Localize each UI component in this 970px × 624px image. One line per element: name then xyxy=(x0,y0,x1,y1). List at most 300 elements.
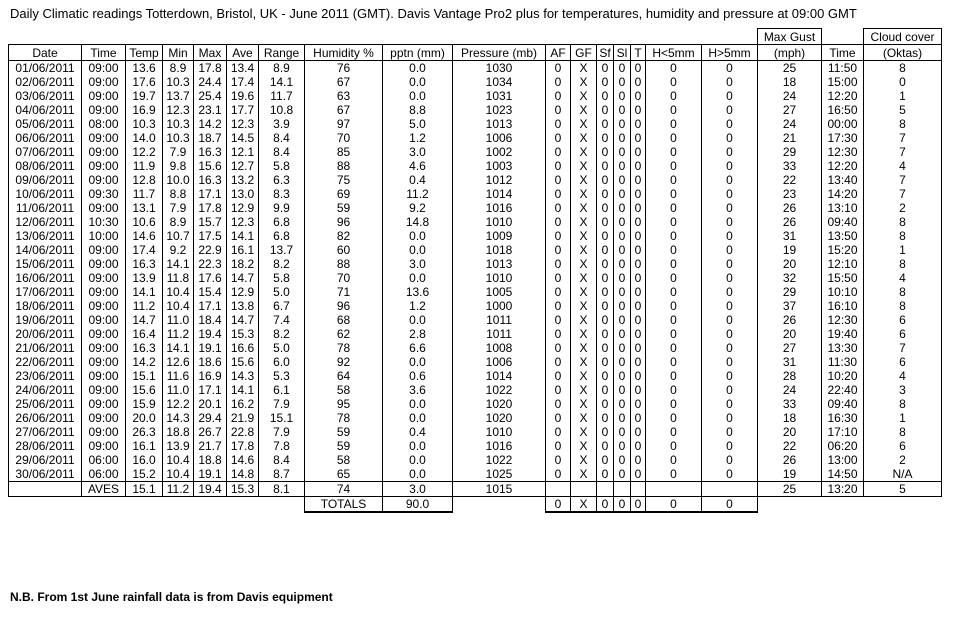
averages-cell xyxy=(702,482,758,497)
table-cell: 0 xyxy=(597,89,614,103)
table-cell: X xyxy=(571,145,597,159)
table-cell: 25/06/2011 xyxy=(9,397,82,411)
table-cell: 24 xyxy=(758,383,822,397)
table-cell: 12.2 xyxy=(126,145,163,159)
table-cell: X xyxy=(571,201,597,215)
table-cell: 0 xyxy=(646,425,702,439)
table-cell: 60 xyxy=(305,243,383,257)
table-cell: 0 xyxy=(614,145,631,159)
table-cell: 1012 xyxy=(453,173,546,187)
table-cell: N/A xyxy=(864,467,942,482)
table-cell: 88 xyxy=(305,257,383,271)
table-cell: 1010 xyxy=(453,215,546,229)
table-cell: 00:00 xyxy=(822,117,864,131)
table-cell: 10.7 xyxy=(163,229,194,243)
table-cell: 0 xyxy=(702,173,758,187)
table-cell: 24.4 xyxy=(194,75,227,89)
table-cell: 64 xyxy=(305,369,383,383)
table-cell: 0 xyxy=(702,285,758,299)
table-cell: 0 xyxy=(597,299,614,313)
column-header: Time xyxy=(822,45,864,61)
table-cell: 3 xyxy=(864,383,942,397)
cloud-cover-header: Cloud cover xyxy=(864,29,942,45)
table-cell: 78 xyxy=(305,341,383,355)
table-cell: 0 xyxy=(546,425,571,439)
table-cell: 10.0 xyxy=(163,173,194,187)
table-cell: 1013 xyxy=(453,257,546,271)
column-header: Range xyxy=(259,45,305,61)
table-cell: 13.0 xyxy=(227,187,259,201)
table-cell: 0 xyxy=(614,187,631,201)
table-row xyxy=(9,229,942,243)
averages-cell xyxy=(614,482,631,497)
table-cell: 29/06/2011 xyxy=(9,453,82,467)
table-cell: 0 xyxy=(702,201,758,215)
table-cell: 85 xyxy=(305,145,383,159)
table-cell: 10.4 xyxy=(163,299,194,313)
table-cell: 6.0 xyxy=(259,355,305,369)
table-cell: 17.6 xyxy=(126,75,163,89)
table-row xyxy=(9,439,942,453)
table-footer xyxy=(9,482,942,513)
table-cell: 0 xyxy=(546,61,571,76)
table-cell: 13.7 xyxy=(259,243,305,257)
table-cell: 0 xyxy=(631,131,646,145)
table-cell: 0 xyxy=(597,285,614,299)
table-cell: 11.7 xyxy=(126,187,163,201)
table-cell: 09:00 xyxy=(82,61,126,76)
table-cell: 22.3 xyxy=(194,257,227,271)
table-cell: 11/06/2011 xyxy=(9,201,82,215)
table-cell: 29 xyxy=(758,145,822,159)
table-cell: 17:10 xyxy=(822,425,864,439)
column-header: Sl xyxy=(614,45,631,61)
table-cell: X xyxy=(571,467,597,482)
table-cell: 0 xyxy=(646,341,702,355)
table-cell: 1030 xyxy=(453,61,546,76)
table-cell: 0 xyxy=(614,89,631,103)
table-cell: 7 xyxy=(864,187,942,201)
column-header: Time xyxy=(82,45,126,61)
table-cell: 02/06/2011 xyxy=(9,75,82,89)
table-cell: 13:00 xyxy=(822,453,864,467)
table-cell: 1014 xyxy=(453,187,546,201)
table-cell: X xyxy=(571,383,597,397)
table-cell: X xyxy=(571,89,597,103)
table-cell: 4.6 xyxy=(383,159,453,173)
table-cell: 0 xyxy=(646,75,702,89)
table-cell: 0 xyxy=(614,229,631,243)
table-cell: 7.9 xyxy=(259,425,305,439)
table-cell: 1022 xyxy=(453,453,546,467)
table-row xyxy=(9,369,942,383)
table-cell: 12:20 xyxy=(822,159,864,173)
table-cell: 5.8 xyxy=(259,271,305,285)
table-row xyxy=(9,355,942,369)
table-cell: 13.2 xyxy=(227,173,259,187)
table-cell: 09:00 xyxy=(82,201,126,215)
table-cell: 5.8 xyxy=(259,159,305,173)
table-cell: 76 xyxy=(305,61,383,76)
table-cell: 0 xyxy=(631,145,646,159)
table-cell: 0 xyxy=(631,257,646,271)
column-header: T xyxy=(631,45,646,61)
table-cell: 59 xyxy=(305,201,383,215)
table-cell: 10:30 xyxy=(82,215,126,229)
table-cell: 1011 xyxy=(453,313,546,327)
table-row xyxy=(9,187,942,201)
table-cell: 0 xyxy=(702,411,758,425)
table-row xyxy=(9,215,942,229)
totals-sl: 0 xyxy=(614,497,631,513)
table-cell: 0 xyxy=(646,285,702,299)
table-cell: 0 xyxy=(546,145,571,159)
table-cell: 0 xyxy=(614,131,631,145)
table-cell: 0 xyxy=(597,103,614,117)
table-cell: 0 xyxy=(702,159,758,173)
table-cell: 24 xyxy=(758,117,822,131)
table-cell: 13.1 xyxy=(126,201,163,215)
table-cell: 14.1 xyxy=(227,383,259,397)
table-cell: 1016 xyxy=(453,201,546,215)
table-cell: 4 xyxy=(864,271,942,285)
table-cell: 0.0 xyxy=(383,467,453,482)
table-cell: 08:00 xyxy=(82,117,126,131)
table-cell: 14.3 xyxy=(227,369,259,383)
table-cell: 0 xyxy=(631,355,646,369)
table-cell: 14.2 xyxy=(126,355,163,369)
table-cell: 05/06/2011 xyxy=(9,117,82,131)
table-cell: 18 xyxy=(758,75,822,89)
table-cell: 10.3 xyxy=(163,117,194,131)
table-cell: 8.7 xyxy=(259,467,305,482)
table-cell: 13.6 xyxy=(126,61,163,76)
table-cell: 0 xyxy=(546,131,571,145)
table-cell: 0 xyxy=(597,201,614,215)
table-cell: 15/06/2011 xyxy=(9,257,82,271)
table-cell: 0 xyxy=(546,75,571,89)
table-cell: 04/06/2011 xyxy=(9,103,82,117)
table-cell: 0 xyxy=(702,89,758,103)
table-cell: X xyxy=(571,257,597,271)
table-cell: 26 xyxy=(758,201,822,215)
column-header: Max xyxy=(194,45,227,61)
table-cell: 27 xyxy=(758,103,822,117)
table-cell: 09:00 xyxy=(82,313,126,327)
table-cell: 0.0 xyxy=(383,453,453,467)
table-cell: 8.9 xyxy=(163,61,194,76)
table-cell: 15.9 xyxy=(126,397,163,411)
table-cell: 0 xyxy=(646,187,702,201)
table-cell: 16.2 xyxy=(227,397,259,411)
table-cell: 14.6 xyxy=(126,229,163,243)
table-cell: 0 xyxy=(597,75,614,89)
table-cell: 26 xyxy=(758,215,822,229)
table-cell: 0 xyxy=(646,173,702,187)
table-cell: 67 xyxy=(305,103,383,117)
table-cell: 96 xyxy=(305,215,383,229)
table-cell: 13.4 xyxy=(227,61,259,76)
table-cell: 13.9 xyxy=(126,271,163,285)
table-cell: 10:00 xyxy=(82,229,126,243)
table-cell: 16.9 xyxy=(194,369,227,383)
table-cell: 7.4 xyxy=(259,313,305,327)
table-cell: 8.8 xyxy=(383,103,453,117)
table-cell: 0 xyxy=(546,369,571,383)
table-cell: 09/06/2011 xyxy=(9,173,82,187)
table-cell: 0 xyxy=(646,299,702,313)
column-header: GF xyxy=(571,45,597,61)
table-cell: 63 xyxy=(305,89,383,103)
table-row xyxy=(9,397,942,411)
table-row xyxy=(9,341,942,355)
averages-row xyxy=(9,482,942,497)
totals-row xyxy=(9,497,942,513)
table-cell: 18.4 xyxy=(194,313,227,327)
table-cell: 14.1 xyxy=(163,341,194,355)
table-cell: 17.1 xyxy=(194,299,227,313)
table-cell: 0 xyxy=(614,411,631,425)
table-cell: X xyxy=(571,453,597,467)
table-cell: 0 xyxy=(631,215,646,229)
table-cell: 0 xyxy=(597,453,614,467)
table-cell: 26 xyxy=(758,453,822,467)
table-cell: 18 xyxy=(758,411,822,425)
table-cell: 26.3 xyxy=(126,425,163,439)
table-cell: 0 xyxy=(614,61,631,76)
table-cell: 0.0 xyxy=(383,61,453,76)
table-row xyxy=(9,103,942,117)
table-cell: 09:00 xyxy=(82,439,126,453)
table-cell: 0 xyxy=(702,257,758,271)
table-cell: 0.0 xyxy=(383,439,453,453)
table-cell: 0 xyxy=(546,257,571,271)
table-cell: 27/06/2011 xyxy=(9,425,82,439)
table-cell: 2 xyxy=(864,453,942,467)
table-cell: 07/06/2011 xyxy=(9,145,82,159)
table-cell: 1.2 xyxy=(383,131,453,145)
table-cell: 09:00 xyxy=(82,257,126,271)
table-cell: 3.9 xyxy=(259,117,305,131)
table-cell: 0 xyxy=(597,397,614,411)
table-cell: 1025 xyxy=(453,467,546,482)
table-cell: 12.6 xyxy=(163,355,194,369)
table-cell: 13.6 xyxy=(383,285,453,299)
table-cell: 70 xyxy=(305,271,383,285)
table-cell: 13.8 xyxy=(227,299,259,313)
table-cell: 0 xyxy=(614,439,631,453)
table-cell: 0 xyxy=(631,383,646,397)
totals-h-lt5: 0 xyxy=(646,497,702,513)
table-cell: 29.4 xyxy=(194,411,227,425)
table-row xyxy=(9,467,942,482)
table-cell: 26/06/2011 xyxy=(9,411,82,425)
table-cell: 0 xyxy=(702,383,758,397)
table-row xyxy=(9,313,942,327)
table-cell: 1 xyxy=(864,243,942,257)
table-cell: 6.8 xyxy=(259,215,305,229)
table-row xyxy=(9,285,942,299)
table-cell: 20.1 xyxy=(194,397,227,411)
table-cell: 82 xyxy=(305,229,383,243)
table-cell: 0 xyxy=(631,467,646,482)
table-cell: 15.6 xyxy=(126,383,163,397)
table-cell: 11.8 xyxy=(163,271,194,285)
averages-cell xyxy=(631,482,646,497)
table-cell: 7.9 xyxy=(163,145,194,159)
table-cell: 8.9 xyxy=(259,61,305,76)
table-cell: 0 xyxy=(614,355,631,369)
table-cell: 1009 xyxy=(453,229,546,243)
table-cell: 0 xyxy=(646,467,702,482)
table-cell: 7.9 xyxy=(163,201,194,215)
table-cell: 14.8 xyxy=(227,467,259,482)
table-cell: 22:40 xyxy=(822,383,864,397)
table-cell: 18.7 xyxy=(194,131,227,145)
table-cell: 0 xyxy=(614,383,631,397)
table-cell: 59 xyxy=(305,425,383,439)
table-cell: 16:50 xyxy=(822,103,864,117)
table-cell: 11.7 xyxy=(259,89,305,103)
table-cell: 1031 xyxy=(453,89,546,103)
averages-cell: 13:20 xyxy=(822,482,864,497)
averages-cell: 11.2 xyxy=(163,482,194,497)
table-cell: 11.6 xyxy=(163,369,194,383)
table-cell: 20/06/2011 xyxy=(9,327,82,341)
table-cell: 14.7 xyxy=(227,271,259,285)
table-cell: 17.7 xyxy=(227,103,259,117)
totals-pptn: 90.0 xyxy=(383,497,453,513)
table-cell: 0 xyxy=(614,313,631,327)
table-cell: 15.1 xyxy=(259,411,305,425)
table-cell: 28 xyxy=(758,369,822,383)
table-cell: 06:00 xyxy=(82,453,126,467)
table-cell: 10/06/2011 xyxy=(9,187,82,201)
table-cell: X xyxy=(571,425,597,439)
table-cell: 0 xyxy=(597,341,614,355)
table-cell: 0 xyxy=(597,229,614,243)
table-cell: 11:50 xyxy=(822,61,864,76)
table-cell: 15:50 xyxy=(822,271,864,285)
table-cell: 7 xyxy=(864,341,942,355)
table-cell: 0 xyxy=(546,271,571,285)
table-cell: 14:20 xyxy=(822,187,864,201)
table-cell: 09:00 xyxy=(82,75,126,89)
table-cell: 17.6 xyxy=(194,271,227,285)
table-cell: 9.2 xyxy=(383,201,453,215)
table-cell: 0 xyxy=(702,75,758,89)
table-cell: 0 xyxy=(631,159,646,173)
table-cell: 0 xyxy=(631,397,646,411)
table-cell: 0 xyxy=(614,271,631,285)
table-cell: 8 xyxy=(864,397,942,411)
table-cell: 71 xyxy=(305,285,383,299)
table-cell: 22/06/2011 xyxy=(9,355,82,369)
table-cell: 1010 xyxy=(453,271,546,285)
table-row xyxy=(9,453,942,467)
table-cell: 0 xyxy=(597,187,614,201)
table-cell: 15.1 xyxy=(126,369,163,383)
table-cell: 95 xyxy=(305,397,383,411)
table-cell: 14.8 xyxy=(383,215,453,229)
table-cell: 1022 xyxy=(453,383,546,397)
table-cell: 0 xyxy=(597,257,614,271)
table-cell: 0 xyxy=(546,467,571,482)
table-cell: 09:40 xyxy=(822,397,864,411)
table-cell: 09:00 xyxy=(82,327,126,341)
table-cell: 0 xyxy=(546,313,571,327)
averages-cell: 5 xyxy=(864,482,942,497)
table-cell: 0 xyxy=(546,299,571,313)
table-cell: 0 xyxy=(546,159,571,173)
table-cell: 12.1 xyxy=(227,145,259,159)
table-cell: 17.8 xyxy=(194,61,227,76)
table-row xyxy=(9,159,942,173)
table-cell: 12.3 xyxy=(227,215,259,229)
table-cell: 27 xyxy=(758,341,822,355)
table-cell: 09:00 xyxy=(82,383,126,397)
table-cell: 26 xyxy=(758,313,822,327)
table-cell: 19 xyxy=(758,243,822,257)
table-row xyxy=(9,257,942,271)
column-header: Humidity % xyxy=(305,45,383,61)
averages-cell: 8.1 xyxy=(259,482,305,497)
table-cell: 22 xyxy=(758,439,822,453)
table-cell: 09:40 xyxy=(822,215,864,229)
table-cell: 22 xyxy=(758,173,822,187)
table-cell: 17.8 xyxy=(194,201,227,215)
table-cell: 0 xyxy=(614,257,631,271)
table-cell: 12.3 xyxy=(227,117,259,131)
table-cell: 0 xyxy=(702,187,758,201)
table-cell: 0 xyxy=(614,201,631,215)
table-cell: 21.7 xyxy=(194,439,227,453)
table-cell: 0 xyxy=(614,159,631,173)
table-cell: 8.4 xyxy=(259,131,305,145)
table-cell: 20 xyxy=(758,327,822,341)
table-cell: 10.4 xyxy=(163,453,194,467)
table-cell: 4 xyxy=(864,159,942,173)
column-header: pptn (mm) xyxy=(383,45,453,61)
table-cell: 1016 xyxy=(453,439,546,453)
table-cell: 0.0 xyxy=(383,75,453,89)
table-cell: 7.9 xyxy=(259,397,305,411)
table-cell: 65 xyxy=(305,467,383,482)
table-row xyxy=(9,89,942,103)
table-cell: 0 xyxy=(597,467,614,482)
table-cell: 0 xyxy=(614,117,631,131)
table-cell: 0 xyxy=(702,243,758,257)
table-cell: 17.1 xyxy=(194,383,227,397)
table-cell: 68 xyxy=(305,313,383,327)
table-cell: 0 xyxy=(614,173,631,187)
column-header: AF xyxy=(546,45,571,61)
averages-cell xyxy=(646,482,702,497)
table-cell: 20 xyxy=(758,257,822,271)
table-cell: 0 xyxy=(631,327,646,341)
table-cell: 0 xyxy=(597,173,614,187)
table-cell: 16/06/2011 xyxy=(9,271,82,285)
table-cell: 14.3 xyxy=(163,411,194,425)
table-cell: 0 xyxy=(597,355,614,369)
table-cell: 0 xyxy=(646,411,702,425)
table-cell: 15.3 xyxy=(227,327,259,341)
table-cell: 10:10 xyxy=(822,285,864,299)
table-cell: X xyxy=(571,271,597,285)
table-cell: 0 xyxy=(546,187,571,201)
table-cell: 2 xyxy=(864,201,942,215)
table-cell: 0 xyxy=(597,383,614,397)
